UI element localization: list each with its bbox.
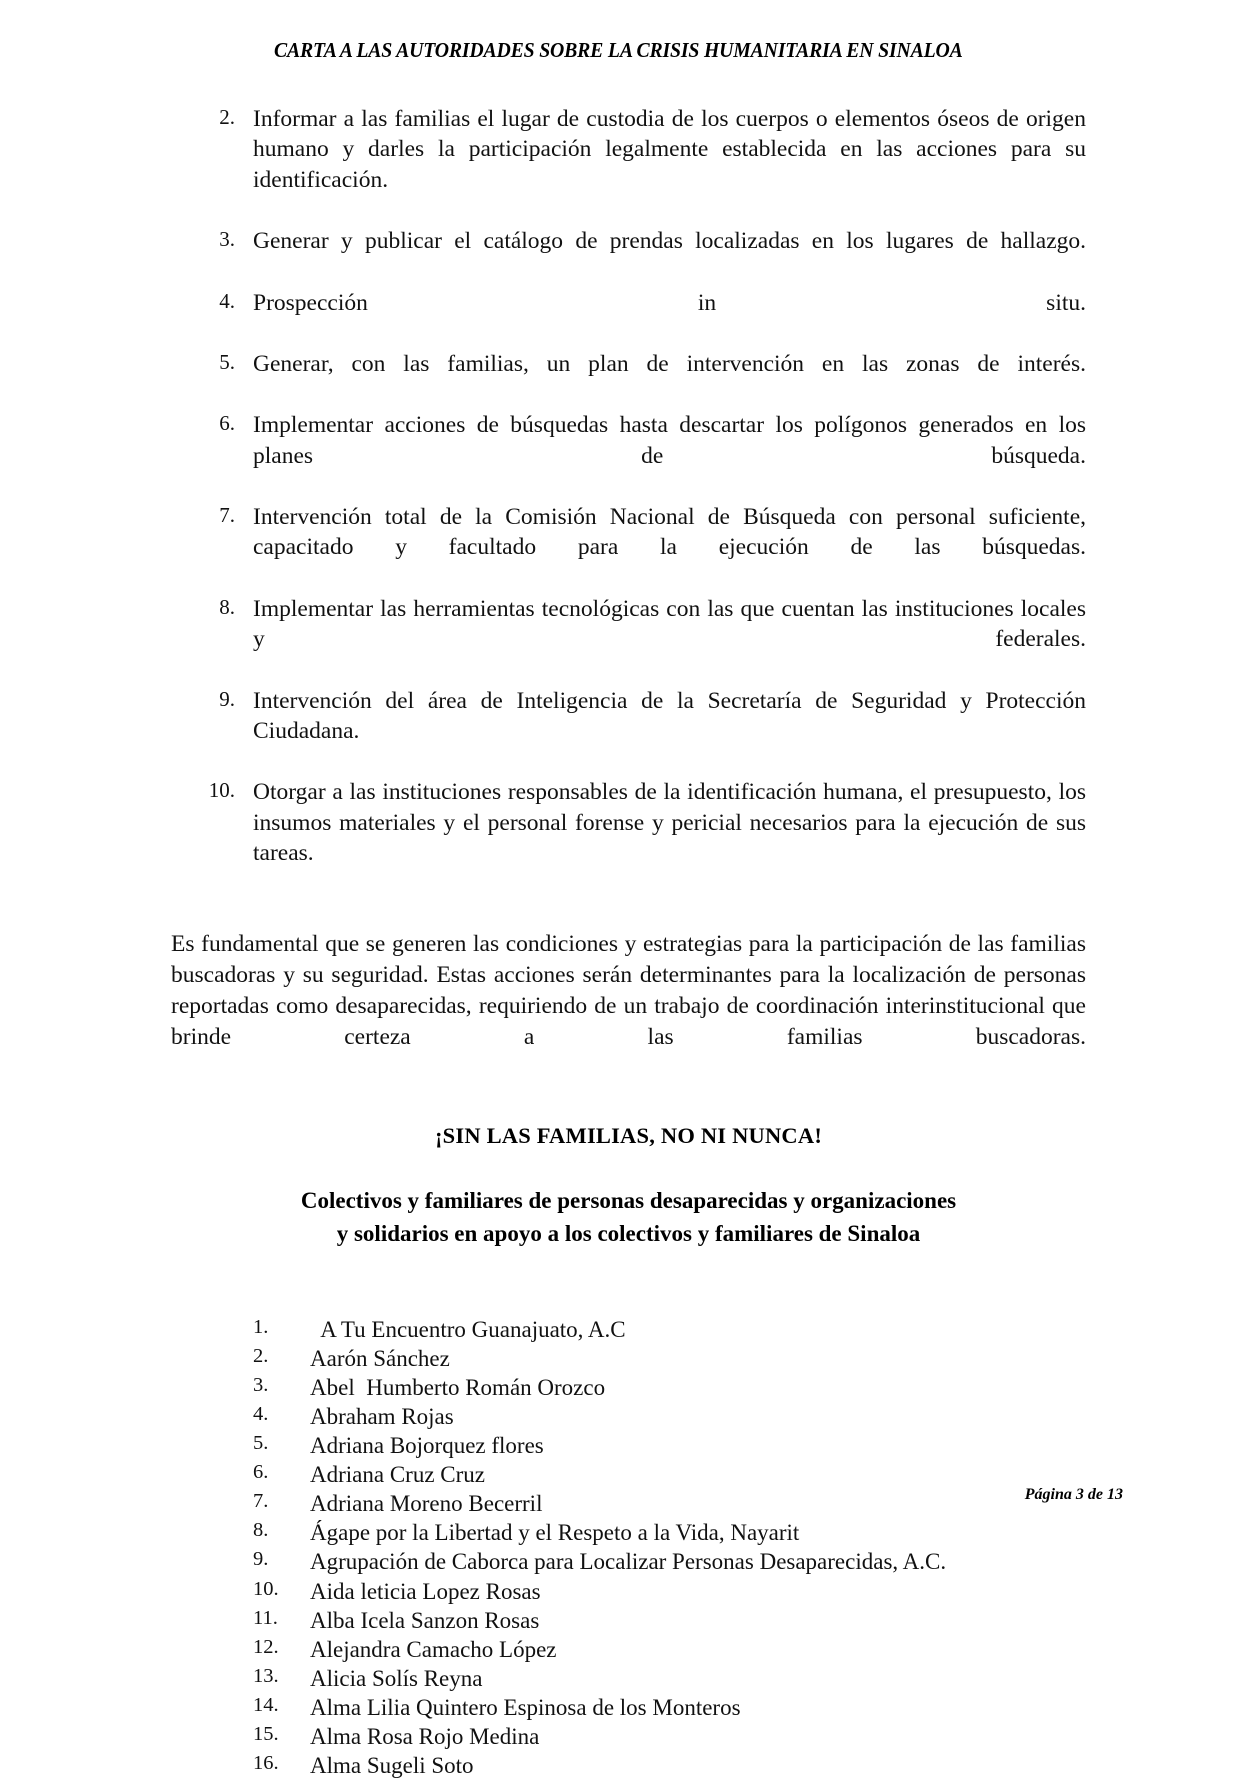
signatory-item-name: Adriana Cruz Cruz	[310, 1462, 485, 1488]
demand-item-text: Prospección in situ.	[253, 289, 1086, 316]
demand-item	[171, 226, 1086, 287]
signatory-item	[253, 1547, 1086, 1576]
signatory-item-name: Alma Sugeli Soto	[310, 1753, 474, 1779]
signatory-item-number: 4.	[253, 1403, 269, 1426]
signatory-item	[253, 1402, 1086, 1431]
document-body	[171, 104, 1086, 1780]
signatories-list	[171, 1315, 1086, 1780]
demand-item-number: 7.	[219, 502, 235, 527]
signatory-item-name: A Tu Encuentro Guanajuato, A.C	[310, 1316, 626, 1342]
signatory-item-number: 2.	[253, 1344, 269, 1367]
signatory-item	[253, 1431, 1086, 1460]
signatory-item-name: Agrupación de Caborca para Localizar Personas Desaparecidas, A.C.	[310, 1549, 947, 1575]
demand-item-text: Generar, con las familias, un plan de intervención en las zonas de interés.	[253, 350, 1086, 377]
signatory-item	[253, 1722, 1086, 1751]
demand-item-number: 5.	[219, 349, 235, 374]
demand-item	[171, 777, 1086, 899]
signatory-item	[253, 1664, 1086, 1693]
demand-item-number: 6.	[219, 411, 235, 436]
signatory-item	[253, 1751, 1086, 1780]
signatory-item-number: 9.	[253, 1548, 269, 1571]
signatory-item-name: Adriana Moreno Becerril	[310, 1491, 543, 1517]
slogan-text: ¡SIN LAS FAMILIAS, NO NI NUNCA!	[434, 1123, 823, 1149]
demand-item-number: 2.	[219, 105, 235, 129]
signatory-item	[253, 1693, 1086, 1722]
signatory-item-name: Alicia Solís Reyna	[310, 1665, 483, 1691]
demand-item-text: Intervención del área de Inteligencia de la Secretaría de Seguridad y Protección Ciudadana.	[253, 687, 1086, 744]
demand-item	[171, 349, 1086, 410]
signatory-item-name: Aida leticia Lopez Rosas	[310, 1578, 541, 1604]
closing-paragraph: Es fundamental que se generen las condiciones y estrategias para la participación de las familias buscadoras y su seguridad. Estas acciones serán determinantes para la localización de personas reportadas como desaparecidas, requiriendo de un trabajo de coordinación interinstitucional que brinde certeza a las familias buscadoras.	[171, 930, 1086, 1050]
demand-item	[171, 288, 1086, 349]
demand-item-number: 4.	[219, 288, 235, 313]
signatory-item-name: Alma Lilia Quintero Espinosa de los Monteros	[310, 1694, 741, 1720]
signatory-item-name: Aarón Sánchez	[310, 1345, 450, 1371]
signatory-item-number: 15.	[253, 1723, 279, 1746]
signatory-item-name: Alba Icela Sanzon Rosas	[310, 1607, 540, 1633]
document-title: CARTA A LAS AUTORIDADES SOBRE LA CRISIS HUMANITARIA EN SINALOA	[273, 38, 963, 62]
signatory-item-number: 11.	[253, 1606, 278, 1629]
demand-item-text: Implementar acciones de búsquedas hasta descartar los polígonos generados en los planes de búsqueda.	[253, 412, 1086, 469]
demand-item-text: Generar y publicar el catálogo de prendas localizadas en los lugares de hallazgo.	[253, 228, 1086, 255]
demand-item	[171, 686, 1086, 777]
signatory-item	[253, 1606, 1086, 1635]
signatory-item-number: 12.	[253, 1635, 279, 1658]
signatory-item-number: 16.	[253, 1752, 279, 1775]
signatory-item-number: 7.	[253, 1490, 269, 1513]
document-footer	[0, 1486, 1236, 1504]
signatory-item	[253, 1460, 1086, 1489]
signatory-item-name: Alejandra Camacho López	[310, 1636, 557, 1662]
signatories-heading-line-2: y solidarios en apoyo a los colectivos y familiares de Sinaloa	[336, 1221, 921, 1247]
signatories-heading	[171, 1185, 1086, 1250]
demand-item-text: Implementar las herramientas tecnológicas con las que cuentan las instituciones locales y federales.	[253, 595, 1086, 653]
demand-item-number: 3.	[219, 227, 235, 252]
signatory-item-name: Abraham Rojas	[310, 1404, 454, 1430]
demand-item-text: Intervención total de la Comisión Nacional de Búsqueda con personal suficiente, capacitado y facultado para la ejecución de las búsquedas.	[253, 503, 1086, 561]
demands-list	[171, 104, 1086, 899]
signatory-item-number: 13.	[253, 1664, 279, 1687]
demand-item-number: 9.	[219, 686, 235, 711]
signatory-item	[253, 1373, 1086, 1402]
signatory-item	[253, 1518, 1086, 1547]
signatory-item-number: 14.	[253, 1693, 279, 1716]
document-header	[0, 38, 1236, 63]
signatory-item-name: Adriana Bojorquez flores	[310, 1433, 544, 1459]
signatory-item	[253, 1344, 1086, 1373]
signatory-item-name: Alma Rosa Rojo Medina	[310, 1724, 540, 1750]
signatory-item-name: Ágape por la Libertad y el Respeto a la Vida, Nayarit	[310, 1520, 800, 1546]
demand-item-number: 8.	[219, 594, 235, 619]
signatory-item	[253, 1635, 1086, 1664]
signatory-item	[253, 1315, 1086, 1344]
signatory-item-number: 6.	[253, 1461, 269, 1484]
signatory-item-number: 1.	[253, 1315, 269, 1338]
demand-item	[171, 410, 1086, 501]
signatories-heading-line-1: Colectivos y familiares de personas desaparecidas y organizaciones	[300, 1188, 957, 1214]
demand-item	[171, 104, 1086, 226]
signatory-item-number: 8.	[253, 1519, 269, 1542]
signatory-item-number: 5.	[253, 1432, 269, 1455]
signatory-item-number: 10.	[253, 1577, 279, 1600]
demand-item-text: Informar a las familias el lugar de custodia de los cuerpos o elementos óseos de origen humano y darles la participación legalmente establecida en las acciones para su identificación.	[253, 106, 1086, 193]
page-number: Página 3 de 13	[1024, 1486, 1123, 1503]
signatory-item	[253, 1577, 1086, 1606]
demand-item	[171, 594, 1086, 685]
demand-item	[171, 502, 1086, 593]
signatory-item-number: 3.	[253, 1373, 269, 1396]
demand-item-number: 10.	[208, 778, 235, 803]
signatory-item-name: Abel Humberto Román Orozco	[310, 1374, 606, 1400]
demand-item-text: Otorgar a las instituciones responsables de la identificación humana, el presupuesto, los insumos materiales y el personal forense y pericial necesarios para la ejecución de sus tareas.	[253, 779, 1086, 867]
